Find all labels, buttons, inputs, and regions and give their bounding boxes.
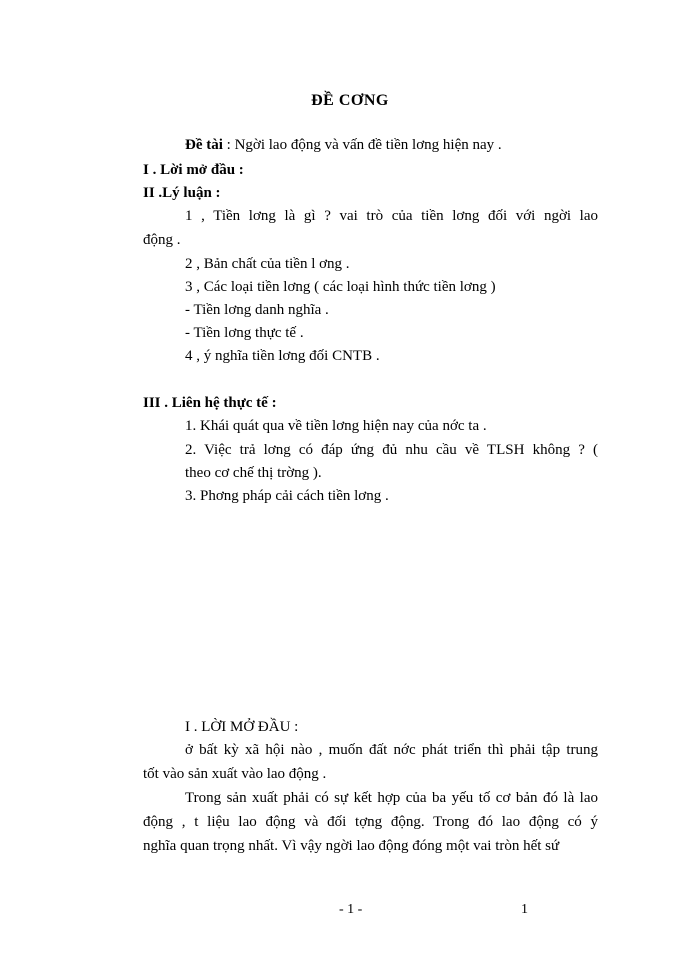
topic-text: : Ngời lao động và vấn đề tiền lơng hiện nay . bbox=[226, 137, 502, 153]
s3-item2-line1: 2. Việc trả lơng có đáp ứng đủ nhu cầu về TLSH không ? ( bbox=[185, 442, 598, 458]
s2-item3: 3 , Các loại tiền lơng ( các loại hình thức tiền lơng ) bbox=[185, 279, 496, 295]
s2-item3b: - Tiền lơng thực tế . bbox=[185, 325, 304, 341]
intro-p1-line1: ở bất kỳ xã hội nào , muốn đất nớc phát triển thì phải tập trung bbox=[185, 742, 598, 758]
intro-p2-line2: động , t liệu lao động và đối tợng động. Trong đó lao động có ý bbox=[143, 814, 598, 830]
s2-item1-line2: động . bbox=[143, 232, 181, 248]
intro-p1-line2: tốt vào sản xuất vào lao động . bbox=[143, 766, 327, 782]
s2-item4: 4 , ý nghĩa tiền lơng đối CNTB . bbox=[185, 348, 380, 364]
s2-item1-line1: 1 , Tiền lơng là gì ? vai trò của tiền lơng đối với ngời lao bbox=[185, 208, 598, 224]
outline-title: ĐỀ CƠNG bbox=[311, 92, 389, 109]
intro-heading: I . LỜI MỞ ĐẦU : bbox=[185, 719, 299, 735]
outline-section-1: I . Lời mở đầu : bbox=[143, 162, 244, 178]
page-label: - 1 - bbox=[339, 902, 363, 917]
s3-item1: 1. Khái quát qua về tiền lơng hiện nay của nớc ta . bbox=[185, 418, 487, 434]
s3-item3: 3. Phơng pháp cải cách tiền lơng . bbox=[185, 488, 389, 504]
outline-section-2: II .Lý luận : bbox=[143, 185, 221, 201]
intro-p2-line1: Trong sản xuất phải có sự kết hợp của ba yếu tố cơ bản đó là lao bbox=[185, 790, 598, 806]
topic-label: Đề tài bbox=[185, 137, 223, 153]
s2-item3a: - Tiền lơng danh nghĩa . bbox=[185, 302, 329, 318]
outline-section-3: III . Liên hệ thực tế : bbox=[143, 395, 277, 411]
page-number: 1 bbox=[521, 902, 528, 917]
s3-item2-line2: theo cơ chế thị trờng ). bbox=[185, 465, 322, 481]
s2-item2: 2 , Bản chất của tiền l ơng . bbox=[185, 256, 350, 272]
topic-line bbox=[185, 136, 502, 154]
intro-p2-line3: nghĩa quan trọng nhất. Vì vậy ngời lao động đóng một vai tròn hết sứ bbox=[143, 838, 560, 854]
